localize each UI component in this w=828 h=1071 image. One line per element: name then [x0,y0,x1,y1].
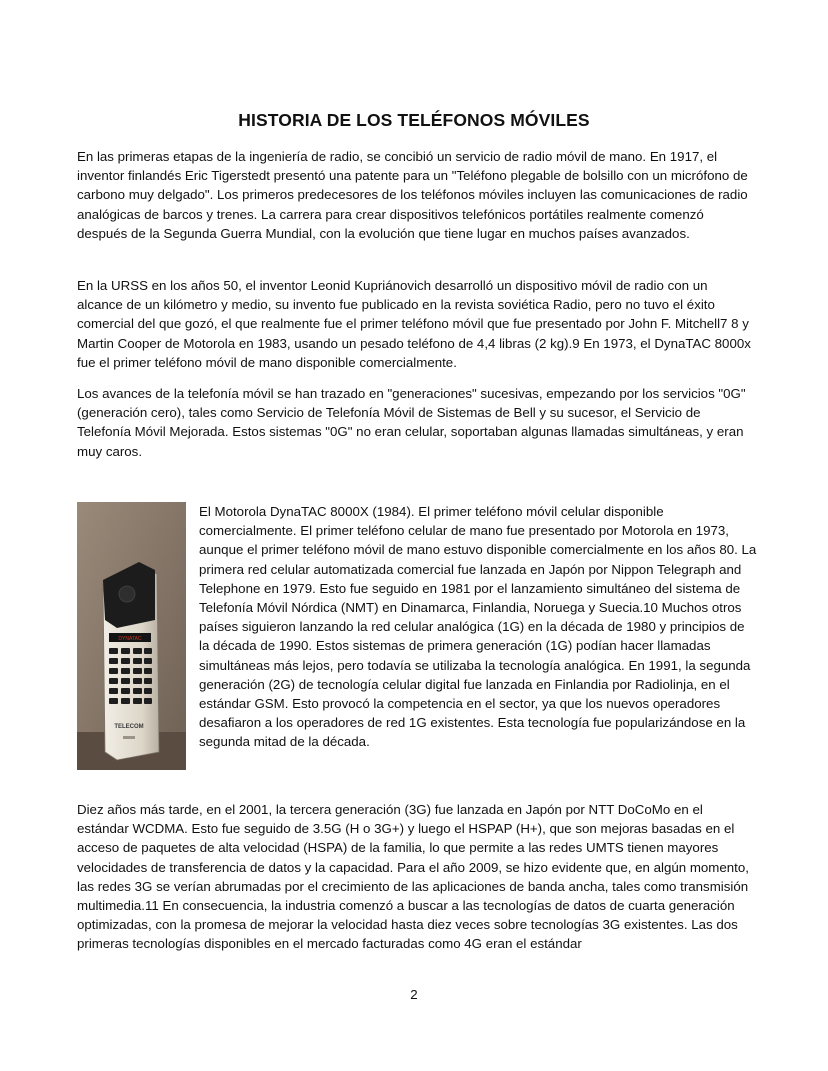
motorola-dynatac-photo [77,502,186,770]
paragraph-generations: Los avances de la telefonía móvil se han trazado en "generaciones" sucesivas, empezando por los servicios "0G" (generación cero), tales como Servicio de Telefonía Móvil de Sistemas de Bell y su sucesor, el Servicio de Telefonía Móvil Mejorada. Estos sistemas "0G" no eran celular, soportaban algunas llamadas simultáneas, y eran muy caros. [77,386,746,459]
photo-brand-label: TELECOM [114,724,144,730]
page-number: 2 [410,987,418,1002]
page-title: HISTORIA DE LOS TELÉFONOS MÓVILES [238,110,590,130]
paragraph-urss-motorola: En la URSS en los años 50, el inventor Leonid Kupriánovich desarrolló un dispositivo móvil de radio con un alcance de un kilómetro y medio, su invento fue publicado en la revista soviética Radio, pero no tuvo el éxito comercial del que gozó, el que realmente fue el primer teléfono móvil que fue presentado por John F. Mitchell7 8 y Martin Cooper de Motorola en 1983, usando un pesado teléfono de 4,4 libras (2 kg).9 En 1973, el DynaTAC 8000x fue el primer teléfono móvil de mano disponible comercialmente. [77,278,751,370]
photo-display-label: DYNATAC [118,636,142,642]
paragraph-early-history: En las primeras etapas de la ingeniería de radio, se concibió un servicio de radio móvil de mano. En 1917, el inventor finlandés Eric Tigerstedt presentó una patente para un "Teléfono plegable de bolsillo con un micrófono de carbono muy delgado". Los primeros predecesores de los teléfonos móviles incluyen las comunicaciones de radio analógicas de barcos y trenes. La carrera para crear dispositivos telefónicos portátiles realmente comenzó después de la Segunda Guerra Mundial, con la evolución que tiene lugar en muchos países avanzados. [77,149,748,241]
figure-block [77,500,757,775]
paragraph-3g-4g: Diez años más tarde, en el 2001, la tercera generación (3G) fue lanzada en Japón por NTT DoCoMo en el estándar WCDMA. Esto fue seguido de 3.5G (H o 3G+) y luego el HSPAP (H+), que son mejoras basadas en el acceso de paquetes de alta velocidad (HSPA) de la familia, lo que permite a las redes UMTS tienen mayores velocidades de transferencia de datos y la capacidad. Para el año 2009, se hizo evidente que, en algún momento, las redes 3G se verían abrumadas por el crecimiento de las aplicaciones de banda ancha, tales como transmisión multimedia.11 En consecuencia, la industria comenzó a buscar a las tecnologías de datos de cuarta generación optimizadas, con la promesa de mejorar la velocidad hasta diez veces sobre tecnologías 3G existentes. Las dos primeras tecnologías disponibles en el mercado facturadas como 4G eran el estándar [77,802,749,952]
paragraph-dynatac-caption: El Motorola DynaTAC 8000X (1984). El primer teléfono móvil celular disponible comercialmente. El primer teléfono celular de mano fue presentado por Motorola en 1973, aunque el primer teléfono móvil de mano estuvo disponible comercialmente en los años 80. La primera red celular automatizada comercial fue lanzada en Japón por Nippon Telegraph and Telephone en 1979. Esto fue seguido en 1981 por el lanzamiento simultáneo del sistema de Telefonía Móvil Nórdica (NMT) en Dinamarca, Finlandia, Noruega y Suecia.10 Muchos otros países siguieron lanzando la red celular analógica (1G) en la década de 1980 y principios de la década de 1990. Estos sistemas de primera generación (1G) podían hacer llamadas simultáneas más lejos, pero todavía se utilizaba la tecnología analógica. En 1991, la segunda generación (2G) de tecnología celular digital fue lanzada en Finlandia por Radiolinja, en el estándar GSM. Esto provocó la competencia en el sector, ya que los nuevos operadores desafiaron a los operadores de red 1G existentes. Esta tecnología fue popularizándose en la segunda mitad de la década. [199,504,757,750]
